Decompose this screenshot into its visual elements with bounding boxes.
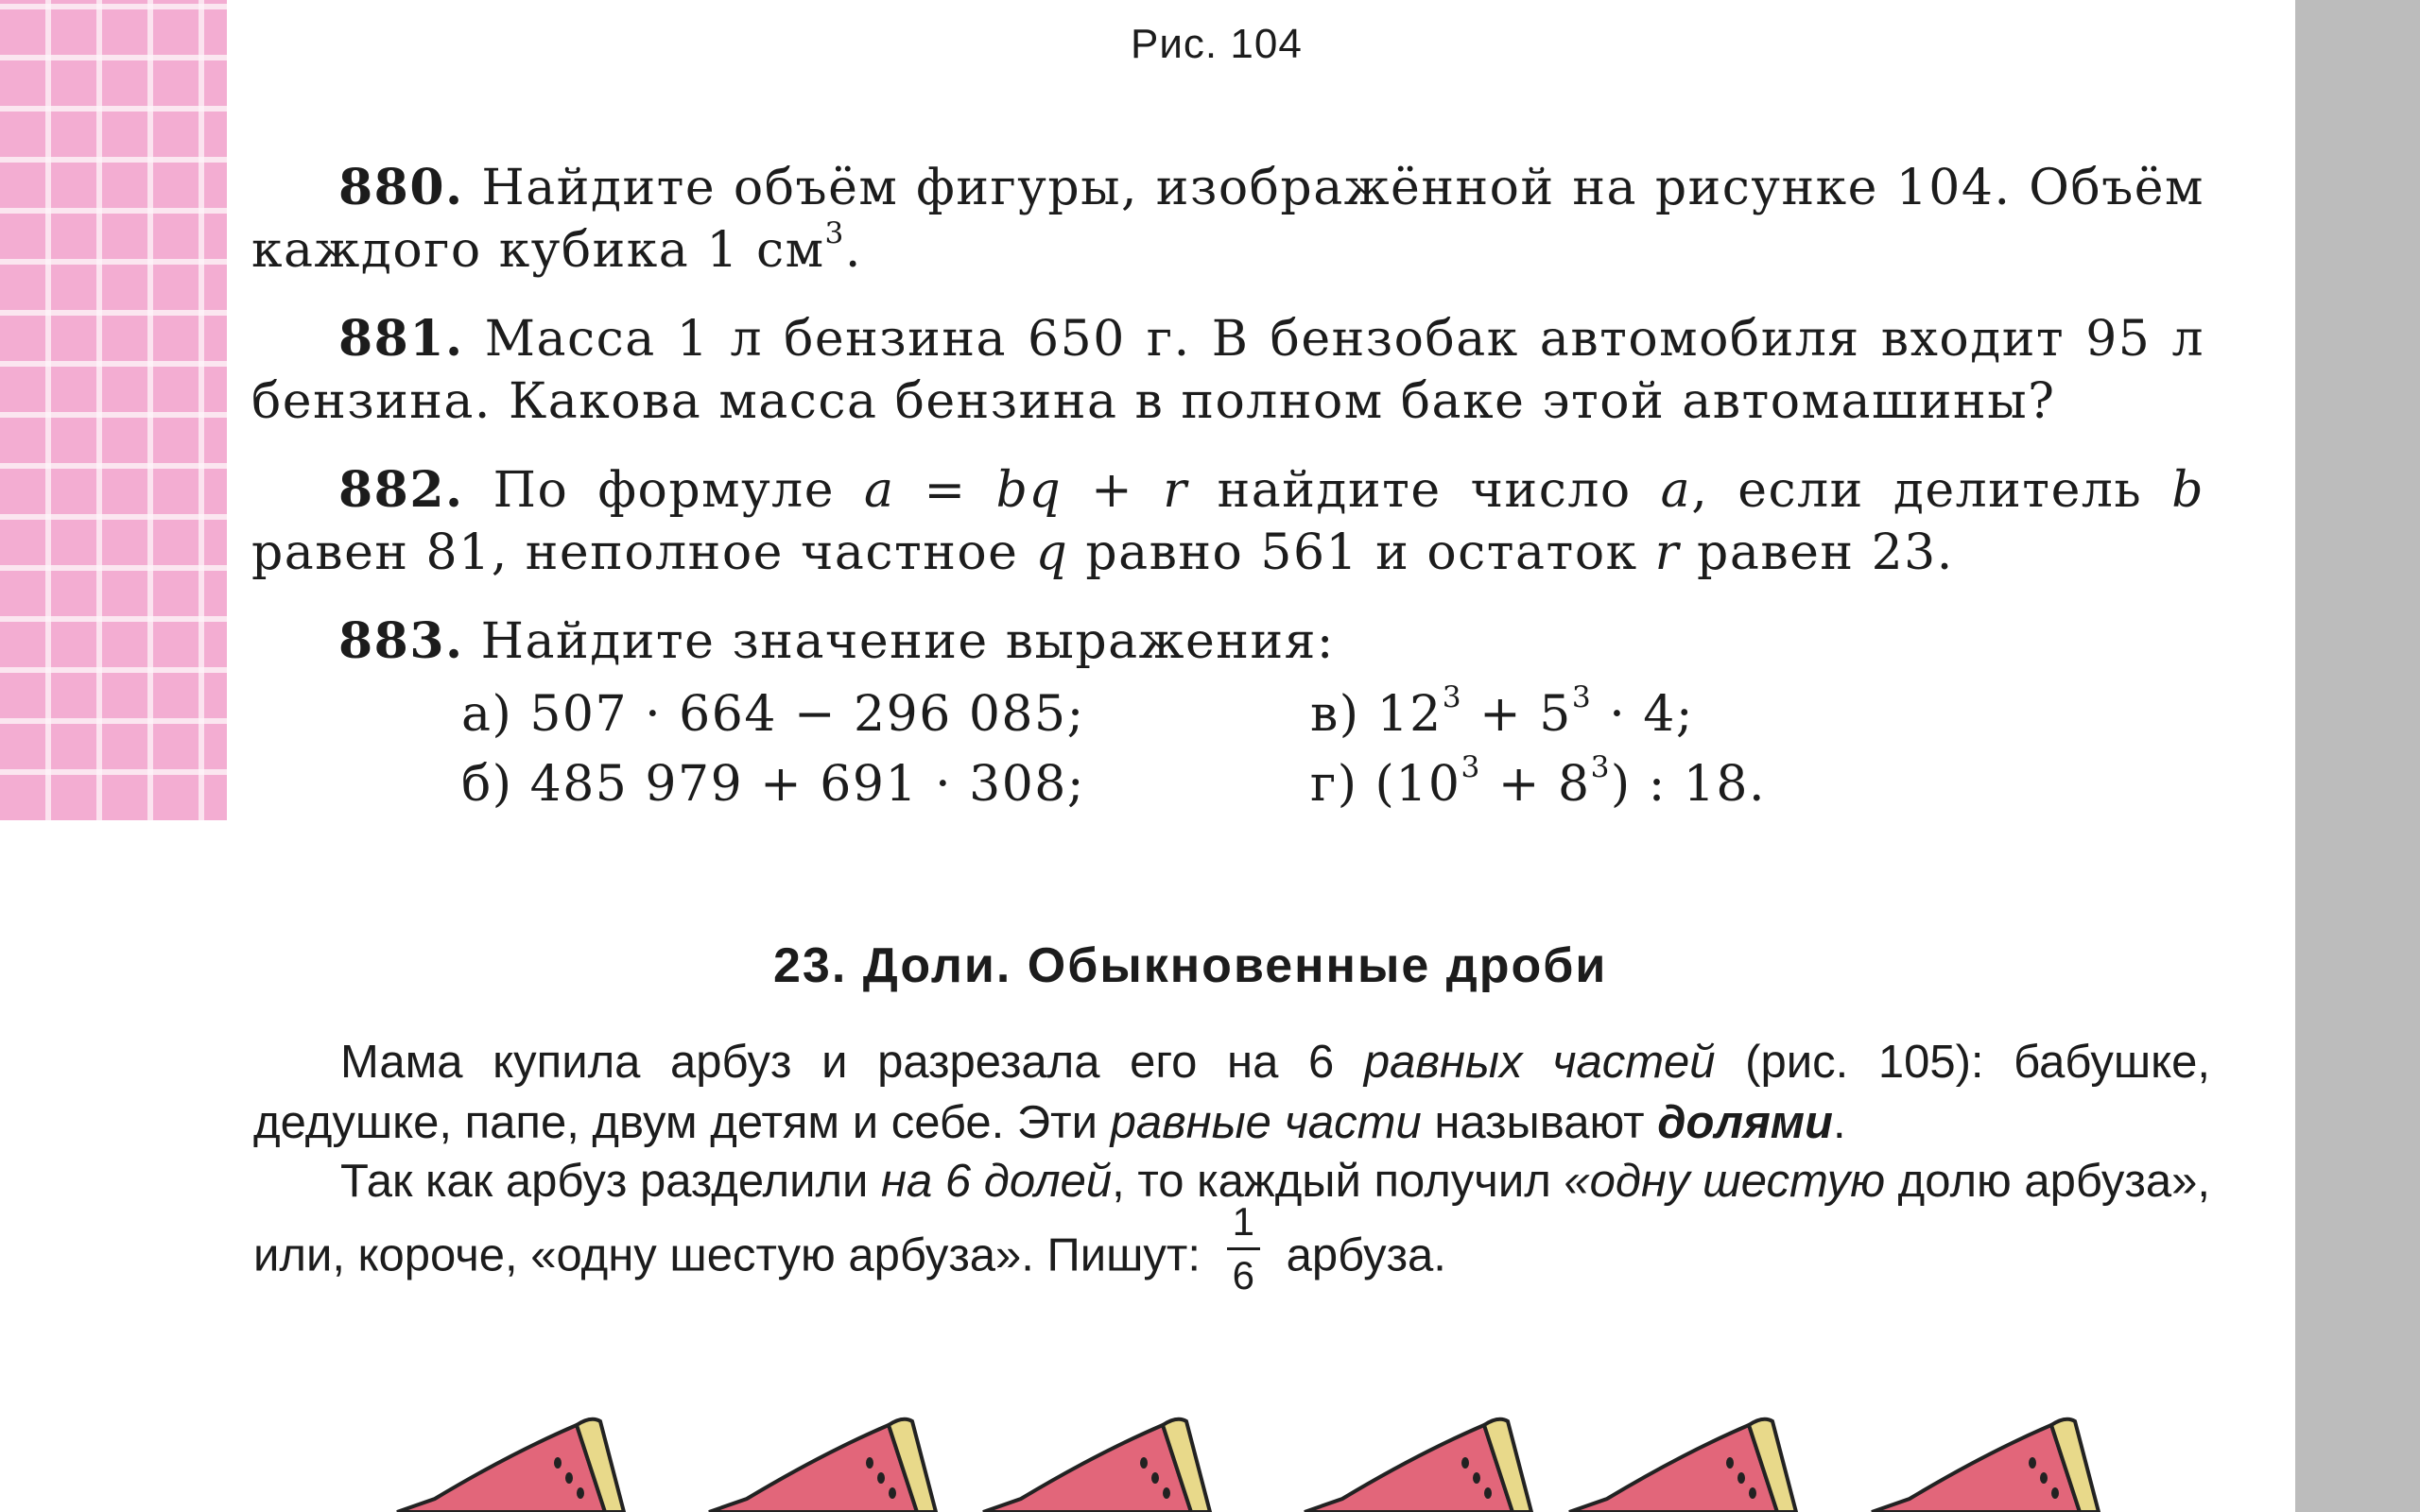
watermelon-slice xyxy=(709,1419,936,1512)
variable-a: a xyxy=(1660,462,1692,519)
superscript: 3 xyxy=(1590,750,1611,785)
para-bold-italic: долями xyxy=(1657,1097,1833,1148)
superscript: 3 xyxy=(1461,750,1481,785)
problem-number: 881. xyxy=(338,310,464,368)
watermelon-slices-illustration xyxy=(284,1387,2127,1512)
superscript: 3 xyxy=(1442,680,1463,715)
para-italic: «одну шестую xyxy=(1564,1156,1886,1207)
watermelon-slice xyxy=(1305,1419,1531,1512)
expr-part: + 8 xyxy=(1480,756,1591,813)
formula: a = bq + r xyxy=(863,462,1188,519)
problem-text: Масса 1 л бензина 650 г. В бензобак автомобиля входит 95 л бензина. Какова масса бензина в полном баке этой автомашины? xyxy=(251,311,2204,430)
problem-text: Найдите объём фигуры, изображённой на рисунке 104. Объём каждого кубика 1 см xyxy=(251,160,2204,279)
para-text: Так как арбуз разделили xyxy=(340,1156,882,1207)
problem-881 xyxy=(251,308,2204,433)
problem-text: найдите число xyxy=(1187,462,1661,519)
para-text: долю арбуза», или, короче, «одну шестую арбуза». Пишут: xyxy=(253,1156,2210,1281)
section-title: 23. Доли. Обыкновенные дроби xyxy=(773,938,1608,993)
problem-text: равен 23. xyxy=(1680,524,1954,581)
figure-caption: Рис. 104 xyxy=(1131,21,1303,67)
problem-text-end: . xyxy=(844,222,862,279)
variable-q: q xyxy=(1035,524,1069,581)
expression-a: а) 507 · 664 − 296 085; xyxy=(461,686,1085,743)
para-text: (рис. 105): бабушке, дедушке, папе, двум детям и себе. Эти xyxy=(253,1037,2210,1148)
para-text: называют xyxy=(1421,1097,1658,1148)
paragraph-2 xyxy=(253,1151,2210,1305)
watermelon-slice xyxy=(983,1419,1210,1512)
problem-882 xyxy=(251,459,2204,584)
fraction-one-sixth xyxy=(1227,1199,1260,1297)
para-italic: равные части xyxy=(1110,1097,1422,1148)
para-text: Мама купила арбуз и разрезала его на 6 xyxy=(340,1037,1364,1088)
expr-part: ) : 18. xyxy=(1610,756,1766,813)
decorative-tile-strip xyxy=(0,0,227,820)
watermelon-slice xyxy=(397,1419,624,1512)
watermelon-slice xyxy=(1872,1419,2099,1512)
problem-880 xyxy=(251,157,2204,282)
para-italic: на 6 долей xyxy=(881,1156,1113,1207)
paragraph-1 xyxy=(253,1032,2210,1153)
fraction-denominator: 6 xyxy=(1232,1253,1254,1297)
problem-883 xyxy=(251,610,2204,673)
watermelon-slice xyxy=(1569,1419,1796,1512)
expression-v xyxy=(1310,680,1694,743)
problem-number: 882. xyxy=(338,461,464,519)
right-margin-gray xyxy=(2295,0,2420,1512)
expression-b: б) 485 979 + 691 · 308; xyxy=(461,756,1085,813)
problem-text: равен 81, неполное частное xyxy=(251,524,1036,581)
para-italic: равных частей xyxy=(1363,1037,1716,1088)
fraction-numerator: 1 xyxy=(1227,1202,1260,1250)
superscript: 3 xyxy=(824,216,845,251)
para-text: арбуза. xyxy=(1272,1229,1446,1281)
problem-text: равно 561 и остаток xyxy=(1068,524,1655,581)
problem-number: 883. xyxy=(338,612,464,670)
para-text: . xyxy=(1833,1097,1846,1148)
expr-part: в) 12 xyxy=(1310,686,1443,743)
problem-text: , если делитель xyxy=(1691,462,2172,519)
expression-g xyxy=(1310,750,1766,813)
superscript: 3 xyxy=(1571,680,1593,715)
problem-text: Найдите значение выражения: xyxy=(463,613,1335,670)
expr-part: г) (10 xyxy=(1310,756,1461,813)
problem-text: По формуле xyxy=(463,462,864,519)
variable-b: b xyxy=(2171,462,2204,519)
variable-r: r xyxy=(1654,524,1681,581)
problem-number: 880. xyxy=(338,159,464,216)
expr-part: · 4; xyxy=(1592,686,1694,743)
expr-part: + 5 xyxy=(1462,686,1572,743)
para-text: , то каждый получил xyxy=(1112,1156,1564,1207)
